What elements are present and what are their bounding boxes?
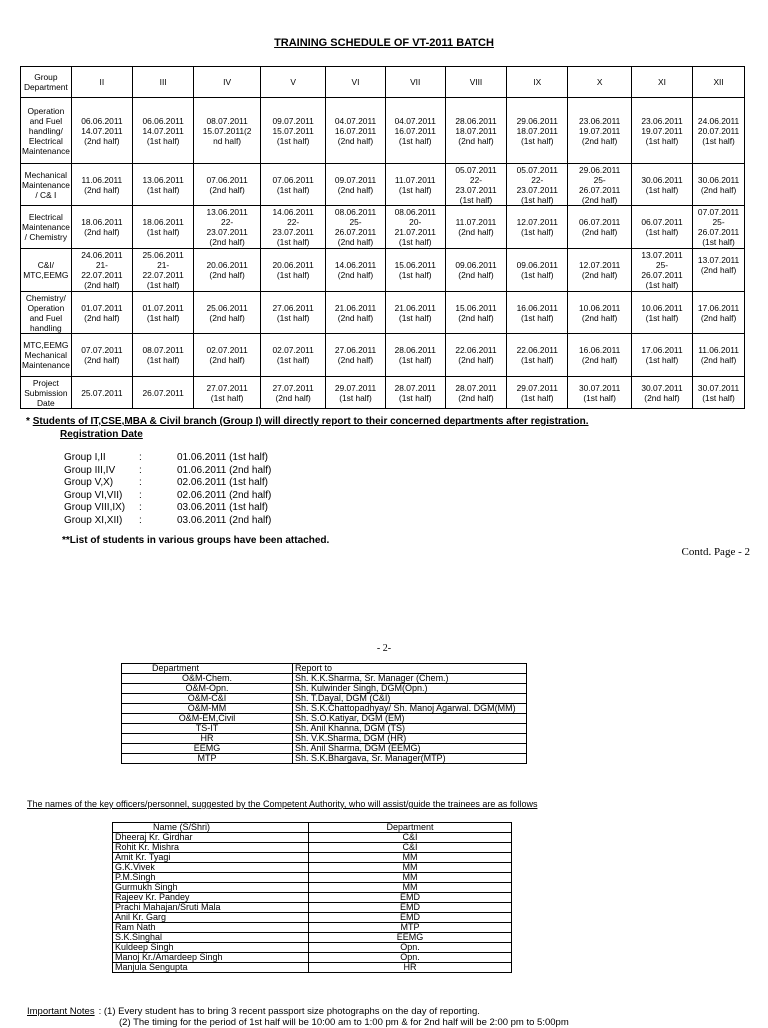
officer-row [113, 943, 512, 953]
schedule-cell: 22.06.2011 (2nd half) [445, 334, 506, 377]
officer-dept: MM [309, 873, 512, 883]
registration-item [64, 490, 271, 503]
report-header-dept: Department [122, 664, 293, 674]
registration-item [64, 477, 271, 490]
registration-date: 02.06.2011 (2nd half) [177, 489, 272, 501]
report-dept: EEMG [122, 744, 293, 754]
registration-sep: : [139, 452, 142, 463]
schedule-cell: 16.06.2011 (2nd half) [568, 334, 631, 377]
schedule-cell: 26.07.2011 [133, 377, 194, 409]
registration-sep: : [139, 502, 142, 513]
schedule-cell: 13.07.2011 (2nd half) [693, 249, 745, 292]
registration-date: 01.06.2011 (1st half) [177, 452, 268, 463]
report-row [122, 674, 527, 684]
important-note-2: (2) The timing for the period of 1st half will be 10:00 am to 1:00 pm & for 2nd half will be 2:00 pm to 5:00pm [119, 1017, 569, 1028]
officer-name: Anil Kr. Garg [113, 913, 309, 923]
important-notes: Important Notes : (1) Every student has to bring 3 recent passport size photographs on the day of reporting. (2) The timing for the period of 1st half will be 10:00 am to 1:00 pm & for 2nd half will be 2:00 pm to 5:00pm [27, 1006, 569, 1028]
officer-name: Amit Kr. Tyagi [113, 853, 309, 863]
schedule-cell: 24.06.2011 21- 22.07.2011 (2nd half) [71, 249, 132, 292]
schedule-cell: 17.06.2011 (1st half) [631, 334, 692, 377]
group-header: VII [385, 67, 445, 98]
registration-item [64, 515, 271, 528]
schedule-cell: 06.06.2011 14.07.2011 (1st half) [133, 98, 194, 164]
registration-sep: : [139, 514, 142, 526]
report-dept: O&M-Opn. [122, 684, 293, 694]
schedule-cell: 18.06.2011 (1st half) [133, 206, 194, 249]
schedule-cell: 11.06.2011 (2nd half) [693, 334, 745, 377]
registration-group: Group III,IV [64, 464, 116, 476]
schedule-cell: 02.07.2011 (2nd half) [194, 334, 261, 377]
schedule-cell: 30.07.2011 (1st half) [568, 377, 631, 409]
report-person: Sh. T.Dayal, DGM (C&I) [293, 694, 527, 704]
officer-dept: EMD [309, 893, 512, 903]
schedule-row [21, 249, 745, 292]
officer-dept: MM [309, 883, 512, 893]
schedule-cell: 20.06.2011 (1st half) [260, 249, 326, 292]
report-dept: O&M-Chem. [122, 674, 293, 684]
registration-sep: : [139, 477, 142, 488]
department-cell: Electrical Maintenance / Chemistry [21, 206, 72, 249]
report-person: Sh. V.K.Sharma, DGM (HR) [293, 734, 527, 744]
officer-row [113, 953, 512, 963]
group-header: VI [326, 67, 385, 98]
report-dept: O&M-MM [122, 704, 293, 714]
officer-name: Manoj Kr./Amardeep Singh [113, 953, 309, 963]
officer-row [113, 963, 512, 973]
schedule-cell: 16.06.2011 (1st half) [507, 292, 568, 334]
officer-name: Rajeev Kr. Pandey [113, 893, 309, 903]
schedule-cell: 23.06.2011 19.07.2011 (1st half) [631, 98, 692, 164]
schedule-cell: 27.06.2011 (1st half) [260, 292, 326, 334]
group-header: XI [631, 67, 692, 98]
schedule-cell: 30.07.2011 (1st half) [693, 377, 745, 409]
schedule-cell: 22.06.2011 (1st half) [507, 334, 568, 377]
registration-group: Group VIII,IX) [64, 502, 126, 513]
report-dept: HR [122, 734, 293, 744]
officer-dept: HR [309, 963, 512, 973]
officer-row [113, 853, 512, 863]
officer-row [113, 883, 512, 893]
report-row [122, 714, 527, 724]
registration-item [64, 502, 271, 515]
department-cell: C&I/ MTC,EEMG [21, 249, 72, 292]
registration-item [64, 465, 271, 478]
group-header: IV [194, 67, 261, 98]
schedule-cell: 08.07.2011 15.07.2011(2 nd half) [194, 98, 261, 164]
schedule-cell: 09.06.2011 (2nd half) [445, 249, 506, 292]
schedule-cell: 30.07.2011 (2nd half) [631, 377, 692, 409]
schedule-cell: 01.07.2011 (1st half) [133, 292, 194, 334]
group-header: V [260, 67, 326, 98]
schedule-cell: 28.07.2011 (1st half) [385, 377, 445, 409]
group-header: II [71, 67, 132, 98]
officer-row [113, 863, 512, 873]
schedule-cell: 23.06.2011 19.07.2011 (2nd half) [568, 98, 631, 164]
report-row [122, 694, 527, 704]
corner-header: Group Department [21, 67, 72, 98]
department-cell: Operation and Fuel handling/ Electrical Maintenance [21, 98, 72, 164]
officer-name: Dheeraj Kr. Girdhar [113, 833, 309, 843]
report-person: Sh. Kulwinder Singh, DGM(Opn.) [293, 684, 527, 694]
schedule-cell: 08.06.2011 20- 21.07.2011 (1st half) [385, 206, 445, 249]
officer-name: G.K.Vivek [113, 863, 309, 873]
report-row [122, 754, 527, 764]
officer-row [113, 933, 512, 943]
schedule-cell: 05.07.2011 22- 23.07.2011 (1st half) [507, 164, 568, 206]
officer-dept: Opn. [309, 943, 512, 953]
schedule-cell: 12.07.2011 (2nd half) [568, 249, 631, 292]
schedule-cell: 15.06.2011 (2nd half) [445, 292, 506, 334]
registration-date: 03.06.2011 (2nd half) [177, 514, 272, 526]
schedule-cell: 09.07.2011 15.07.2011 (1st half) [260, 98, 326, 164]
report-to-table [121, 663, 527, 764]
officer-name: P.M.Singh [113, 873, 309, 883]
schedule-cell: 08.06.2011 25- 26.07.2011 (2nd half) [326, 206, 385, 249]
officer-dept: EEMG [309, 933, 512, 943]
schedule-cell: 07.06.2011 (2nd half) [194, 164, 261, 206]
officer-dept: EMD [309, 913, 512, 923]
group-header: VIII [445, 67, 506, 98]
training-schedule-table [20, 66, 745, 409]
registration-sep: : [139, 464, 142, 476]
page-number: - 2- [376, 643, 392, 654]
group-header: XII [693, 67, 745, 98]
officer-row [113, 873, 512, 883]
report-dept: MTP [122, 754, 293, 764]
schedule-cell: 01.07.2011 (2nd half) [71, 292, 132, 334]
report-person: Sh. S.O.Katiyar, DGM (EM) [293, 714, 527, 724]
schedule-cell: 29.06.2011 25- 26.07.2011 (2nd half) [568, 164, 631, 206]
officer-row [113, 843, 512, 853]
schedule-cell: 27.06.2011 (2nd half) [326, 334, 385, 377]
schedule-cell: 24.06.2011 20.07.2011 (1st half) [693, 98, 745, 164]
schedule-cell: 15.06.2011 (1st half) [385, 249, 445, 292]
report-dept: O&M-C&I [122, 694, 293, 704]
registration-list [64, 452, 271, 527]
officers-header-dept: Department [309, 823, 512, 833]
report-person: Sh. S.K.Bhargava, Sr. Manager(MTP) [293, 754, 527, 764]
report-row [122, 684, 527, 694]
report-row [122, 744, 527, 754]
registration-date: 02.06.2011 (1st half) [177, 477, 268, 488]
officer-name: Prachi Mahajan/Sruti Mala [113, 903, 309, 913]
schedule-cell: 13.06.2011 22- 23.07.2011 (2nd half) [194, 206, 261, 249]
document-title: TRAINING SCHEDULE OF VT-2011 BATCH [274, 37, 494, 49]
key-officers-intro: The names of the key officers/personnel, suggested by the Competent Authority, who will assist/guide the trainees are as follows [27, 799, 538, 809]
schedule-cell: 25.06.2011 (2nd half) [194, 292, 261, 334]
registration-sep: : [139, 489, 142, 501]
schedule-cell: 10.06.2011 (1st half) [631, 292, 692, 334]
report-row [122, 704, 527, 714]
report-dept: O&M-EM,Civil [122, 714, 293, 724]
schedule-cell: 02.07.2011 (1st half) [260, 334, 326, 377]
officer-name: Gurmukh Singh [113, 883, 309, 893]
registration-date: 01.06.2011 (2nd half) [177, 464, 272, 476]
report-person: Sh. S.K.Chattopadhyay/ Sh. Manoj Agarwal. DGM(MM) [293, 704, 527, 714]
group-header: III [133, 67, 194, 98]
schedule-cell: 04.07.2011 16.07.2011 (2nd half) [326, 98, 385, 164]
officer-dept: C&I [309, 833, 512, 843]
schedule-cell: 29.07.2011 (1st half) [507, 377, 568, 409]
officer-row [113, 913, 512, 923]
schedule-cell: 28.06.2011 18.07.2011 (2nd half) [445, 98, 506, 164]
schedule-row [21, 98, 745, 164]
department-cell: Project Submission Date [21, 377, 72, 409]
report-person: Sh. Anil Sharma, DGM (EEMG) [293, 744, 527, 754]
schedule-cell: 13.07.2011 25- 26.07.2011 (1st half) [631, 249, 692, 292]
registration-group: Group V,X) [64, 477, 114, 488]
officer-dept: Opn. [309, 953, 512, 963]
important-note-1: (1) Every student has to bring 3 recent passport size photographs on the day of reporting. [103, 1006, 480, 1017]
schedule-cell: 27.07.2011 (2nd half) [260, 377, 326, 409]
schedule-cell: 21.06.2011 (2nd half) [326, 292, 385, 334]
schedule-cell: 18.06.2011 (2nd half) [71, 206, 132, 249]
officer-name: Ram Nath [113, 923, 309, 933]
schedule-cell: 28.07.2011 (2nd half) [445, 377, 506, 409]
key-officers-table [112, 822, 512, 973]
department-cell: Mechanical Maintenance / C& I [21, 164, 72, 206]
officer-name: S.K.Singhal [113, 933, 309, 943]
report-header-to: Report to [293, 664, 527, 674]
schedule-cell: 27.07.2011 (1st half) [194, 377, 261, 409]
schedule-cell: 30.06.2011 (2nd half) [693, 164, 745, 206]
important-notes-label: Important Notes [27, 1006, 95, 1017]
officer-dept: MTP [309, 923, 512, 933]
registration-group: Group XI,XII) [64, 514, 123, 526]
schedule-cell: 12.07.2011 (1st half) [507, 206, 568, 249]
group-header: IX [507, 67, 568, 98]
schedule-cell: 10.06.2011 (2nd half) [568, 292, 631, 334]
registration-heading: Registration Date [60, 429, 143, 440]
students-note: * Students of IT,CSE,MBA & Civil branch (Group I) will directly report to their concerned departments after registration. [26, 416, 589, 427]
schedule-cell: 04.07.2011 16.07.2011 (1st half) [385, 98, 445, 164]
schedule-cell: 05.07.2011 22- 23.07.2011 (1st half) [445, 164, 506, 206]
schedule-cell: 20.06.2011 (2nd half) [194, 249, 261, 292]
report-row [122, 724, 527, 734]
schedule-cell: 07.06.2011 (1st half) [260, 164, 326, 206]
schedule-row [21, 292, 745, 334]
officer-dept: MM [309, 853, 512, 863]
report-person: Sh. K.K.Sharma, Sr. Manager (Chem.) [293, 674, 527, 684]
officer-dept: MM [309, 863, 512, 873]
continued-label: Contd. Page - 2 [681, 546, 750, 558]
schedule-cell: 11.07.2011 (2nd half) [445, 206, 506, 249]
schedule-cell: 06.07.2011 (2nd half) [568, 206, 631, 249]
schedule-cell: 08.07.2011 (1st half) [133, 334, 194, 377]
schedule-cell: 29.06.2011 18.07.2011 (1st half) [507, 98, 568, 164]
schedule-cell: 25.07.2011 [71, 377, 132, 409]
officers-header-name: Name (S/Shri) [113, 823, 309, 833]
officer-row [113, 893, 512, 903]
registration-item [64, 452, 271, 465]
schedule-cell: 17.06.2011 (2nd half) [693, 292, 745, 334]
schedule-cell: 06.07.2011 (1st half) [631, 206, 692, 249]
schedule-cell: 28.06.2011 (1st half) [385, 334, 445, 377]
schedule-cell: 07.07.2011 (2nd half) [71, 334, 132, 377]
schedule-row [21, 164, 745, 206]
schedule-cell: 11.07.2011 (1st half) [385, 164, 445, 206]
report-row [122, 734, 527, 744]
schedule-cell: 29.07.2011 (1st half) [326, 377, 385, 409]
officer-row [113, 923, 512, 933]
schedule-cell: 06.06.2011 14.07.2011 (2nd half) [71, 98, 132, 164]
report-dept: TS-IT [122, 724, 293, 734]
schedule-cell: 30.06.2011 (1st half) [631, 164, 692, 206]
schedule-row [21, 206, 745, 249]
officer-name: Kuldeep Singh [113, 943, 309, 953]
officer-dept: C&I [309, 843, 512, 853]
schedule-cell: 14.06.2011 22- 23.07.2011 (1st half) [260, 206, 326, 249]
schedule-row [21, 377, 745, 409]
registration-date: 03.06.2011 (1st half) [177, 502, 268, 513]
group-header: X [568, 67, 631, 98]
department-cell: MTC,EEMG Mechanical Maintenance [21, 334, 72, 377]
schedule-cell: 11.06.2011 (2nd half) [71, 164, 132, 206]
list-note: **List of students in various groups have been attached. [62, 535, 330, 546]
department-cell: Chemistry/ Operation and Fuel handling [21, 292, 72, 334]
registration-group: Group VI,VII) [64, 489, 123, 501]
schedule-cell: 09.07.2011 (2nd half) [326, 164, 385, 206]
officer-name: Rohit Kr. Mishra [113, 843, 309, 853]
schedule-cell: 09.06.2011 (1st half) [507, 249, 568, 292]
registration-group: Group I,II [64, 452, 106, 463]
officer-row [113, 903, 512, 913]
schedule-cell: 21.06.2011 (1st half) [385, 292, 445, 334]
schedule-cell: 13.06.2011 (1st half) [133, 164, 194, 206]
report-person: Sh. Anil Khanna, DGM (TS) [293, 724, 527, 734]
officer-name: Manjula Sengupta [113, 963, 309, 973]
officer-row [113, 833, 512, 843]
schedule-cell: 07.07.2011 25- 26.07.2011 (1st half) [693, 206, 745, 249]
schedule-cell: 25.06.2011 21- 22.07.2011 (1st half) [133, 249, 194, 292]
officer-dept: EMD [309, 903, 512, 913]
schedule-row [21, 334, 745, 377]
schedule-cell: 14.06.2011 (2nd half) [326, 249, 385, 292]
